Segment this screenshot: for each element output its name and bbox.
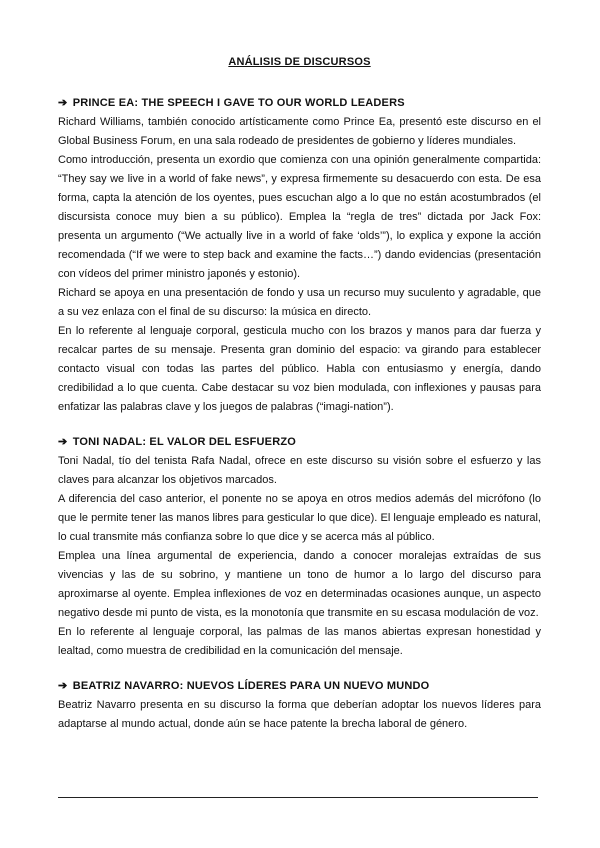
section-heading — [58, 96, 541, 109]
section-toni-nadal — [58, 435, 541, 661]
paragraph: Como introducción, presenta un exordio que comienza con una opinión generalmente compartida: “They say we live in a world of fake news”, y expresa firmemente su desacuerdo con esta. De esa forma, capta la atención de los oyentes, pues escuchan algo a lo que no están acostumbrados (el discursista conoce muy bien a su público). Emplea la “regla de tres” dictada por Jack Fox: presenta un argumento (“We actually live in a world of fake ‘olds’”), lo explica y expone la acción recomendada (“If we were to step back and examine the facts…”) dando evidencias (presentación con vídeos del primer ministro japonés y estonio). — [58, 154, 541, 280]
section-heading — [58, 679, 541, 692]
paragraph: A diferencia del caso anterior, el ponente no se apoya en otros medios además del micrófono (lo que le permite tener las manos libres para gesticular lo que dice). El lenguaje empleado es natural, lo cual transmite más confianza sobre lo que dice y se acerca más al público. — [58, 493, 541, 543]
section-beatriz-navarro — [58, 679, 541, 734]
paragraph: Richard Williams, también conocido artísticamente como Prince Ea, presentó este discurso en el Global Business Forum, en una sala rodeado de presidentes de gobierno y líderes mundiales. — [58, 116, 541, 147]
arrow-icon: ➔ — [58, 436, 68, 448]
section-heading-text: TONI NADAL: EL VALOR DEL ESFUERZO — [72, 436, 297, 448]
paragraph: Emplea una línea argumental de experiencia, dando a conocer moralejas extraídas de sus vivencias y las de su sobrino, y mantiene un tono de humor a lo largo del discurso para aproximarse al oyente. Emplea inflexiones de voz en determinadas ocasiones aunque, un aspecto negativo desde mi punto de vista, es la monotonía que transmite en su escasa modulación de voz. — [58, 550, 541, 619]
footer-rule — [58, 797, 538, 798]
section-heading — [58, 435, 541, 448]
section-heading-text: PRINCE EA: THE SPEECH I GAVE TO OUR WORLD LEADERS — [72, 97, 405, 109]
section-heading-text: BEATRIZ NAVARRO: NUEVOS LÍDERES PARA UN NUEVO MUNDO — [72, 680, 430, 692]
document-title: ANÁLISIS DE DISCURSOS — [228, 56, 371, 68]
paragraph: En lo referente al lenguaje corporal, las palmas de las manos abiertas expresan honestidad y lealtad, como muestra de credibilidad en la comunicación del mensaje. — [58, 626, 541, 657]
paragraph: Beatriz Navarro presenta en su discurso la forma que deberían adoptar los nuevos líderes para adaptarse al mundo actual, donde aún se hace patente la brecha laboral de género. — [58, 699, 541, 730]
section-prince-ea — [58, 96, 541, 417]
arrow-icon: ➔ — [58, 680, 68, 692]
paragraph: Toni Nadal, tío del tenista Rafa Nadal, ofrece en este discurso su visión sobre el esfuerzo y las claves para alcanzar los objetivos marcados. — [58, 455, 541, 486]
document-page — [58, 56, 541, 752]
paragraph: En lo referente al lenguaje corporal, gesticula mucho con los brazos y manos para dar fuerza y recalcar partes de su mensaje. Presenta gran dominio del espacio: va girando para establecer contacto visual con todas las partes del público. Habla con entusiasmo y energía, dando credibilidad a lo que cuenta. Cabe destacar su voz bien modulada, con inflexiones y pausas para enfatizar las palabras clave y los juegos de palabras (“imagi-nation”). — [58, 325, 541, 413]
paragraph: Richard se apoya en una presentación de fondo y usa un recurso muy suculento y agradable, que a su vez enlaza con el final de su discurso: la música en directo. — [58, 287, 541, 318]
arrow-icon: ➔ — [58, 97, 68, 109]
